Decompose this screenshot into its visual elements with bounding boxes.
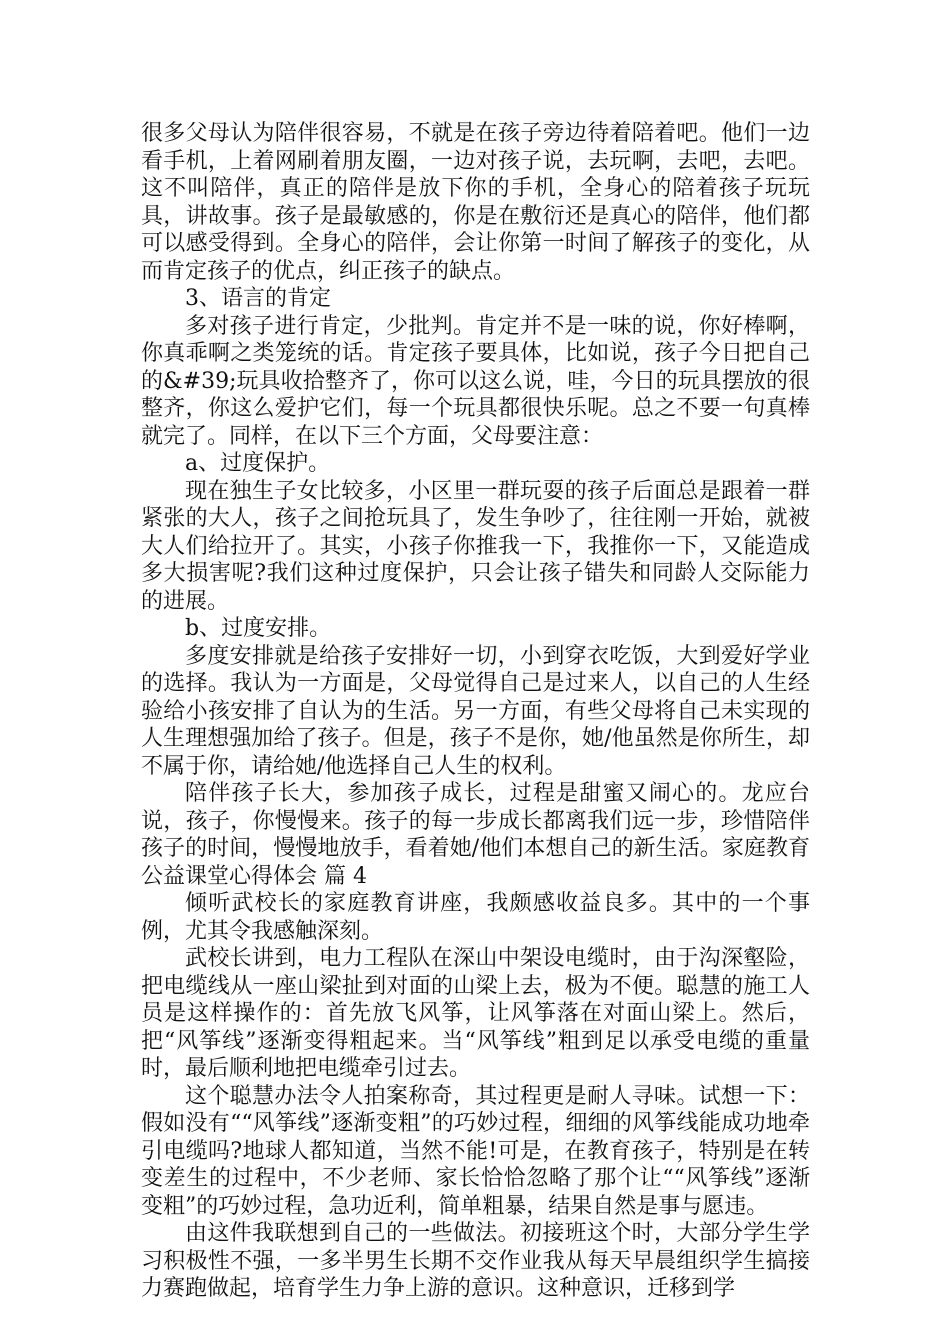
paragraph-conclusion: 陪伴孩子长大，参加孩子成长，过程是甜蜜又闹心的。龙应台说，孩子，你慢慢来。孩子的每一步成长都离我们远一步，珍惜陪伴孩子的时间，慢慢地放手，看着她/他们本想自己的新生活。家庭教育公益课堂心得体会 篇 4 — [141, 781, 810, 889]
heading-overarrangement: b、过度安排。 — [185, 616, 332, 641]
heading-language-affirmation: 3、语言的肯定 — [185, 286, 331, 311]
document-page — [141, 120, 810, 1303]
paragraph-overarrangement: 多度安排就是给孩子安排好一切，小到穿衣吃饭，大到爱好学业的选择。我认为一方面是，父母觉得自己是过来人，以自己的人生经验给小孩安排了自认为的生活。另一方面，有些父母将自己未实现的人生理想强加给了孩子。但是，孩子不是你，她/他虽然是你所生，却不属于你，请给她/他选择自己人生的权利。 — [141, 643, 810, 779]
paragraph-lecture-intro: 倾听武校长的家庭教育讲座，我颇感收益良多。其中的一个事例，尤其令我感触深刻。 — [141, 891, 810, 944]
paragraph-own-practice: 由这件我联想到自己的一些做法。初接班这个时，大部分学生学习积极性不强，一多半男生长期不交作业我从每天早晨组织学生搞接力赛跑做起，培育学生力争上游的意识。这种意识，迁移到学 — [141, 1221, 810, 1301]
paragraph-reflection: 这个聪慧办法令人拍案称奇，其过程更是耐人寻味。试想一下：假如没有““风筝线”逐渐变粗”的巧妙过程，细细的风筝线能成功地牵引电缆吗?地球人都知道，当然不能!可是，在教育孩子，特别是在转变差生的过程中，不少老师、家长恰恰忽略了那个让““风筝线”逐渐变粗”的巧妙过程，急功近利，简单粗暴，结果自然是事与愿违。 — [141, 1083, 810, 1219]
heading-overprotection: a、过度保护。 — [185, 451, 331, 476]
paragraph-companionship: 很多父母认为陪伴很容易，不就是在孩子旁边待着陪着吧。他们一边看手机，上着网刷着朋友圈，一边对孩子说，去玩啊，去吧，去吧。这不叫陪伴，真正的陪伴是放下你的手机，全身心的陪着孩子玩玩具，讲故事。孩子是最敏感的，你是在敷衍还是真心的陪伴，他们都可以感受得到。全身心的陪伴，会让你第一时间了解孩子的变化，从而肯定孩子的优点，纠正孩子的缺点。 — [141, 121, 810, 284]
paragraph-kite-story: 武校长讲到，电力工程队在深山中架设电缆时，由于沟深壑险，把电缆线从一座山梁扯到对面的山梁上去，极为不便。聪慧的施工人员是这样操作的：首先放飞风筝，让风筝落在对面山梁上。然后，把“风筝线”逐渐变得粗起来。当“风筝线”粗到足以承受电缆的重量时，最后顺利地把电缆牵引过去。 — [141, 946, 810, 1081]
paragraph-overprotection: 现在独生子女比较多，小区里一群玩耍的孩子后面总是跟着一群紧张的大人，孩子之间抢玩具了，发生争吵了，往往刚一开始，就被大人们给拉开了。其实，小孩子你推我一下，我推你一下，又能造成多大损害呢?我们这种过度保护，只会让孩子错失和同龄人交际能力的进展。 — [141, 478, 810, 614]
paragraph-affirmation: 多对孩子进行肯定，少批判。肯定并不是一味的说，你好棒啊，你真乖啊之类笼统的话。肯定孩子要具体，比如说，孩子今日把自己的&#39;玩具收拾整齐了，你可以这么说，哇，今日的玩具摆放的很整齐，你这么爱护它们，每一个玩具都很快乐呢。总之不要一句真棒就完了。同样，在以下三个方面，父母要注意： — [141, 313, 810, 449]
